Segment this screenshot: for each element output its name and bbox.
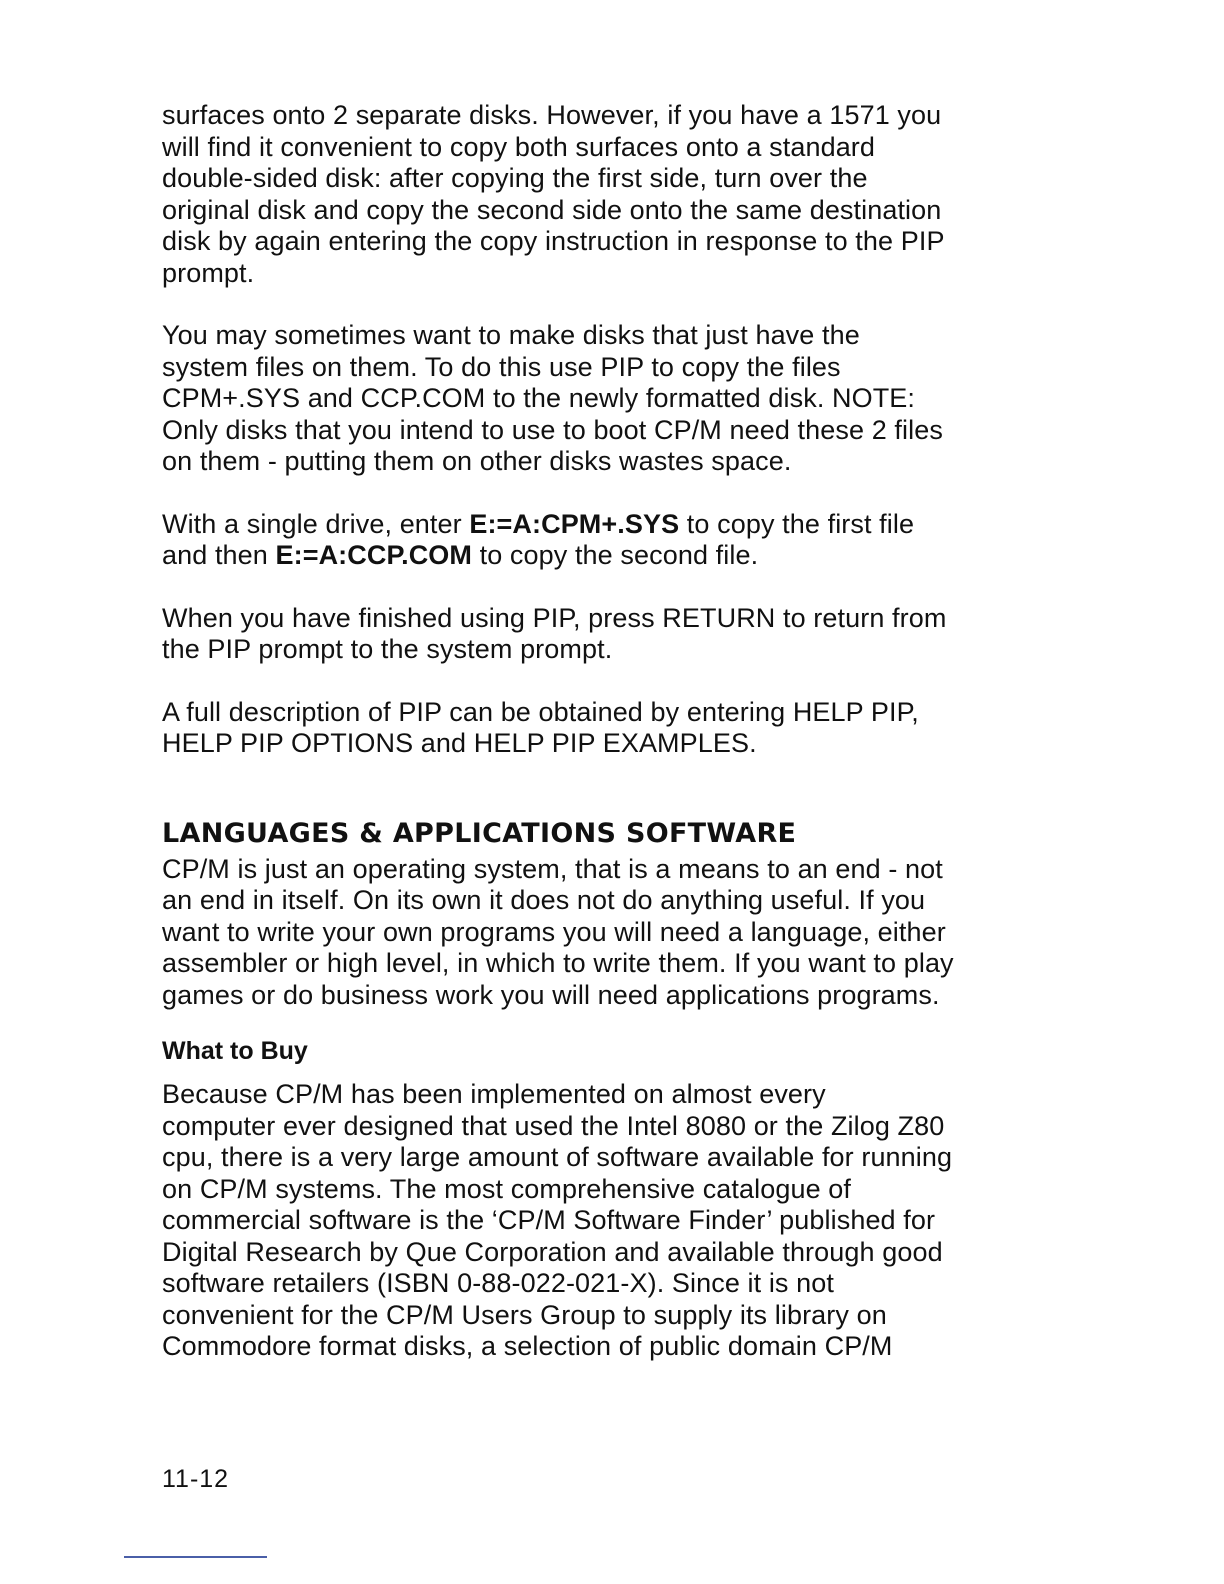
text-line: want to write your own programs you will need a language, either xyxy=(162,916,946,947)
text-line: original disk and copy the second side onto the same destination xyxy=(162,194,942,225)
text-run: to copy the second file. xyxy=(472,540,759,570)
text-line: CPM+.SYS and CCP.COM to the newly formatted disk. NOTE: xyxy=(162,383,916,413)
paragraph-copy-surfaces xyxy=(162,100,1012,289)
paragraph-single-drive xyxy=(162,509,1012,572)
section-gap xyxy=(162,760,1012,816)
text-line: prompt. xyxy=(162,257,255,288)
text-line xyxy=(162,509,1012,541)
command-cpm-sys: E:=A:CPM+.SYS xyxy=(469,508,680,539)
paragraph-gap xyxy=(162,289,1012,320)
text-line: computer ever designed that used the Intel 8080 or the Zilog Z80 xyxy=(162,1110,945,1141)
paragraph-system-files xyxy=(162,320,1012,478)
text-line: software retailers (ISBN 0-88-022-021-X). Since it is not xyxy=(162,1268,834,1298)
paragraph-gap xyxy=(162,478,1012,509)
heading-gap xyxy=(162,1067,1012,1079)
text-line xyxy=(162,540,1012,572)
text-line: Digital Research by Que Corporation and available through good xyxy=(162,1236,943,1267)
text-line: the PIP prompt to the system prompt. xyxy=(162,634,613,664)
section-heading: LANGUAGES & APPLICATIONS SOFTWARE xyxy=(162,817,797,849)
text-line: on CP/M systems. The most comprehensive catalogue of xyxy=(162,1173,852,1204)
text-line: will find it convenient to copy both surfaces onto a standard xyxy=(162,131,876,162)
paragraph-help-pip xyxy=(162,697,1012,760)
text-run: to copy the first file xyxy=(679,508,915,539)
text-run: With a single drive, enter xyxy=(162,508,470,539)
text-line: double-sided disk: after copying the first side, turn over the xyxy=(162,163,868,193)
paragraph-cpm-intro xyxy=(162,854,1012,1012)
text-line: Commodore format disks, a selection of public domain CP/M xyxy=(162,1331,893,1361)
subsection-heading: What to Buy xyxy=(162,1037,308,1065)
text-line: commercial software is the ‘CP/M Software Finder’ published for xyxy=(162,1205,936,1235)
text-line: You may sometimes want to make disks that just have the xyxy=(162,320,860,350)
text-line: Only disks that you intend to use to boot CP/M need these 2 files xyxy=(162,414,943,445)
paragraph-finish-pip xyxy=(162,603,1012,666)
paragraph-gap xyxy=(162,666,1012,697)
text-line: cpu, there is a very large amount of software available for running xyxy=(162,1142,953,1172)
text-line: games or do business work you will need applications programs. xyxy=(162,979,940,1010)
text-line: Because CP/M has been implemented on almost every xyxy=(162,1079,826,1109)
page-number: 11-12 xyxy=(162,1465,230,1493)
text-line: When you have finished using PIP, press RETURN to return from xyxy=(162,602,947,633)
paragraph-gap xyxy=(162,572,1012,603)
command-ccp-com: E:=A:CCP.COM xyxy=(275,540,472,570)
text-line: on them - putting them on other disks wastes space. xyxy=(162,446,792,476)
text-line: disk by again entering the copy instruction in response to the PIP xyxy=(162,226,945,256)
text-line: convenient for the CP/M Users Group to supply its library on xyxy=(162,1299,887,1330)
text-line: surfaces onto 2 separate disks. However, if you have a 1571 you xyxy=(162,100,942,130)
text-line: system files on them. To do this use PIP to copy the files xyxy=(162,351,841,382)
text-line: HELP PIP OPTIONS and HELP PIP EXAMPLES. xyxy=(162,728,757,758)
paragraph-what-to-buy xyxy=(162,1079,1012,1363)
text-run: and then xyxy=(162,540,276,570)
page-body xyxy=(162,100,1012,1363)
text-line: assembler or high level, in which to write them. If you want to play xyxy=(162,948,954,978)
text-line: an end in itself. On its own it does not do anything useful. If you xyxy=(162,885,926,915)
bottom-rule-divider xyxy=(124,1556,267,1558)
paragraph-gap xyxy=(162,1011,1012,1035)
text-line: CP/M is just an operating system, that is a means to an end - not xyxy=(162,853,943,884)
text-line: A full description of PIP can be obtained by entering HELP PIP, xyxy=(162,696,919,727)
